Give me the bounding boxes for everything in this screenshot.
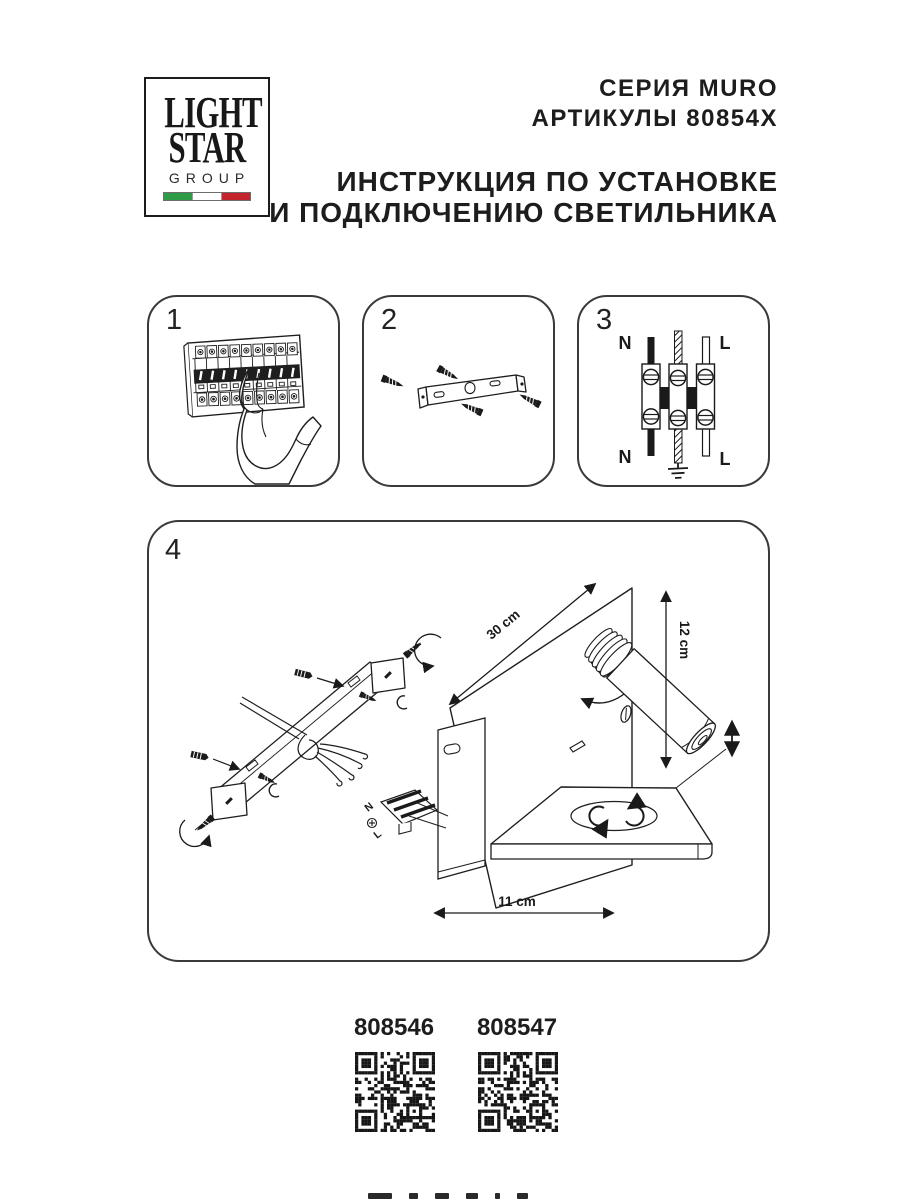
flag-green-segment bbox=[164, 193, 192, 200]
step-box-4 bbox=[147, 520, 770, 962]
italian-flag-stripe bbox=[163, 192, 251, 201]
screw-icon bbox=[518, 391, 542, 408]
qr-label-1: 808546 bbox=[353, 1014, 435, 1041]
qr-code-2 bbox=[478, 1052, 558, 1132]
screw-icon bbox=[403, 640, 423, 659]
instruction-title-line2: И ПОДКЛЮЧЕНИЮ СВЕТИЛЬНИКА bbox=[269, 197, 778, 228]
logo-word-group: GROUP bbox=[168, 170, 251, 187]
hook-icon bbox=[397, 696, 407, 709]
screw-icon bbox=[436, 365, 460, 382]
wall-anchor-icon bbox=[190, 751, 209, 761]
terminal-wiring-diagram bbox=[579, 297, 768, 485]
step-box-3 bbox=[577, 295, 770, 487]
qr-label-2: 808547 bbox=[476, 1014, 558, 1041]
screw-icon bbox=[195, 814, 215, 833]
step-number-4: 4 bbox=[165, 534, 182, 566]
step-box-1 bbox=[147, 295, 340, 487]
step-number-3: 3 bbox=[596, 304, 613, 336]
flag-red-segment bbox=[222, 193, 250, 200]
live-wire-bottom bbox=[703, 428, 710, 456]
connector-label-l: L bbox=[371, 827, 384, 842]
bracket-hole bbox=[421, 395, 424, 398]
qr-code-1 bbox=[355, 1052, 435, 1132]
step-number-2: 2 bbox=[381, 304, 398, 336]
ground-symbol-icon bbox=[668, 463, 688, 478]
articles-title: АРТИКУЛЫ 80854X bbox=[531, 105, 778, 132]
flag-white-segment bbox=[192, 193, 222, 200]
page-header bbox=[269, 74, 778, 228]
label-n-bottom: N bbox=[618, 447, 632, 467]
live-wire-top bbox=[703, 337, 710, 365]
screw-icon bbox=[460, 400, 484, 416]
assembly-drawing bbox=[149, 522, 768, 960]
logo-word-star: STAR bbox=[168, 123, 246, 173]
instruction-title-line1: ИНСТРУКЦИЯ ПО УСТАНОВКЕ bbox=[336, 166, 778, 197]
dim-12cm-label: 12 cm bbox=[677, 620, 692, 660]
connector-ground-icon bbox=[368, 819, 377, 828]
screw-icon bbox=[381, 375, 405, 390]
series-title: СЕРИЯ MURO bbox=[599, 75, 778, 102]
ground-wire-top bbox=[675, 331, 683, 365]
logo-word-light: LIGHT bbox=[164, 88, 262, 137]
clipped-footer-text bbox=[368, 1193, 528, 1200]
ground-wire-bottom bbox=[675, 428, 683, 463]
connector-label-n: N bbox=[362, 800, 376, 815]
rotation-arrow-icon bbox=[415, 634, 441, 666]
dim-30cm-label: 30 cm bbox=[483, 606, 523, 643]
neutral-wire-top bbox=[648, 337, 655, 365]
bracket-hole bbox=[520, 382, 523, 385]
mounting-bracket-drawing bbox=[364, 297, 553, 485]
hook-icon bbox=[269, 784, 279, 797]
mounting-plate bbox=[438, 718, 485, 879]
breaker-panel-drawing bbox=[149, 297, 338, 485]
label-l-bottom: L bbox=[719, 449, 731, 469]
step-box-2 bbox=[362, 295, 555, 487]
step-number-1: 1 bbox=[166, 304, 183, 336]
label-l-top: L bbox=[719, 333, 731, 353]
instruction-title bbox=[269, 166, 778, 228]
dim-11cm-label: 11 cm bbox=[498, 894, 536, 909]
lightstar-logo bbox=[144, 77, 270, 217]
label-n-top: N bbox=[618, 333, 632, 353]
wall-anchor-icon bbox=[294, 669, 313, 680]
neutral-wire-bottom bbox=[648, 428, 655, 456]
